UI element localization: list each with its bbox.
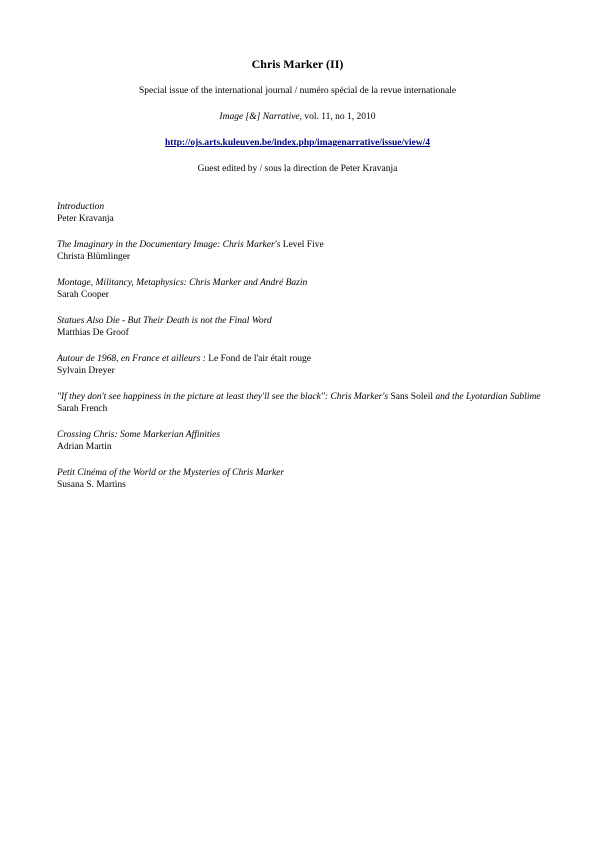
toc-entry-author: Sarah Cooper (57, 290, 109, 300)
toc-entry-author: Peter Kravanja (57, 214, 114, 224)
toc-entry-title: "If they don't see happiness in the picture at least they'll see the black": Chris Marker's Sans Soleil and the Lyotardian Sublime (57, 392, 541, 402)
toc-entry-title: Autour de 1968, en France et ailleurs : Le Fond de l'air était rouge (57, 354, 311, 364)
toc-entry (57, 353, 542, 377)
journal-citation (40, 112, 555, 122)
toc-entry-author: Sylvain Dreyer (57, 366, 115, 376)
table-of-contents (57, 201, 542, 505)
toc-entry (57, 315, 542, 339)
issue-subtitle: Special issue of the international journal / numéro spécial de la revue internationale (138, 86, 457, 96)
toc-entry-title: Petit Cinéma of the World or the Mysteries of Chris Marker (57, 468, 285, 478)
issue-link-line (40, 138, 555, 148)
toc-entry-title: Statues Also Die - But Their Death is not the Final Word (57, 316, 272, 326)
toc-entry-author: Sarah French (57, 404, 108, 414)
toc-entry-author: Susana S. Martins (57, 480, 126, 490)
toc-entry-title: Montage, Militancy, Metaphysics: Chris Marker and André Bazin (57, 278, 308, 288)
toc-entry-author: Matthias De Groof (57, 328, 129, 338)
toc-entry-title: Crossing Chris: Some Markerian Affinities (57, 430, 221, 440)
toc-entry-title: Introduction (57, 202, 105, 212)
page-title: Chris Marker (II) (251, 57, 344, 71)
toc-entry-author: Christa Blümlinger (57, 252, 131, 262)
toc-entry (57, 429, 542, 453)
toc-entry (57, 467, 542, 491)
toc-entry (57, 277, 542, 301)
toc-entry (57, 201, 542, 225)
toc-entry-author: Adrian Martin (57, 442, 112, 452)
journal-name: Image [&] Narrative (219, 112, 300, 122)
issue-link[interactable]: http://ojs.arts.kuleuven.be/index.php/imagenarrative/issue/view/4 (165, 138, 430, 148)
guest-editors: Guest edited by / sous la direction de Peter Kravanja (197, 164, 398, 174)
journal-volume: , vol. 11, no 1, 2010 (299, 112, 376, 122)
toc-entry (57, 391, 542, 415)
toc-entry (57, 239, 542, 263)
toc-entry-title: The Imaginary in the Documentary Image: Chris Marker's Level Five (57, 240, 324, 250)
